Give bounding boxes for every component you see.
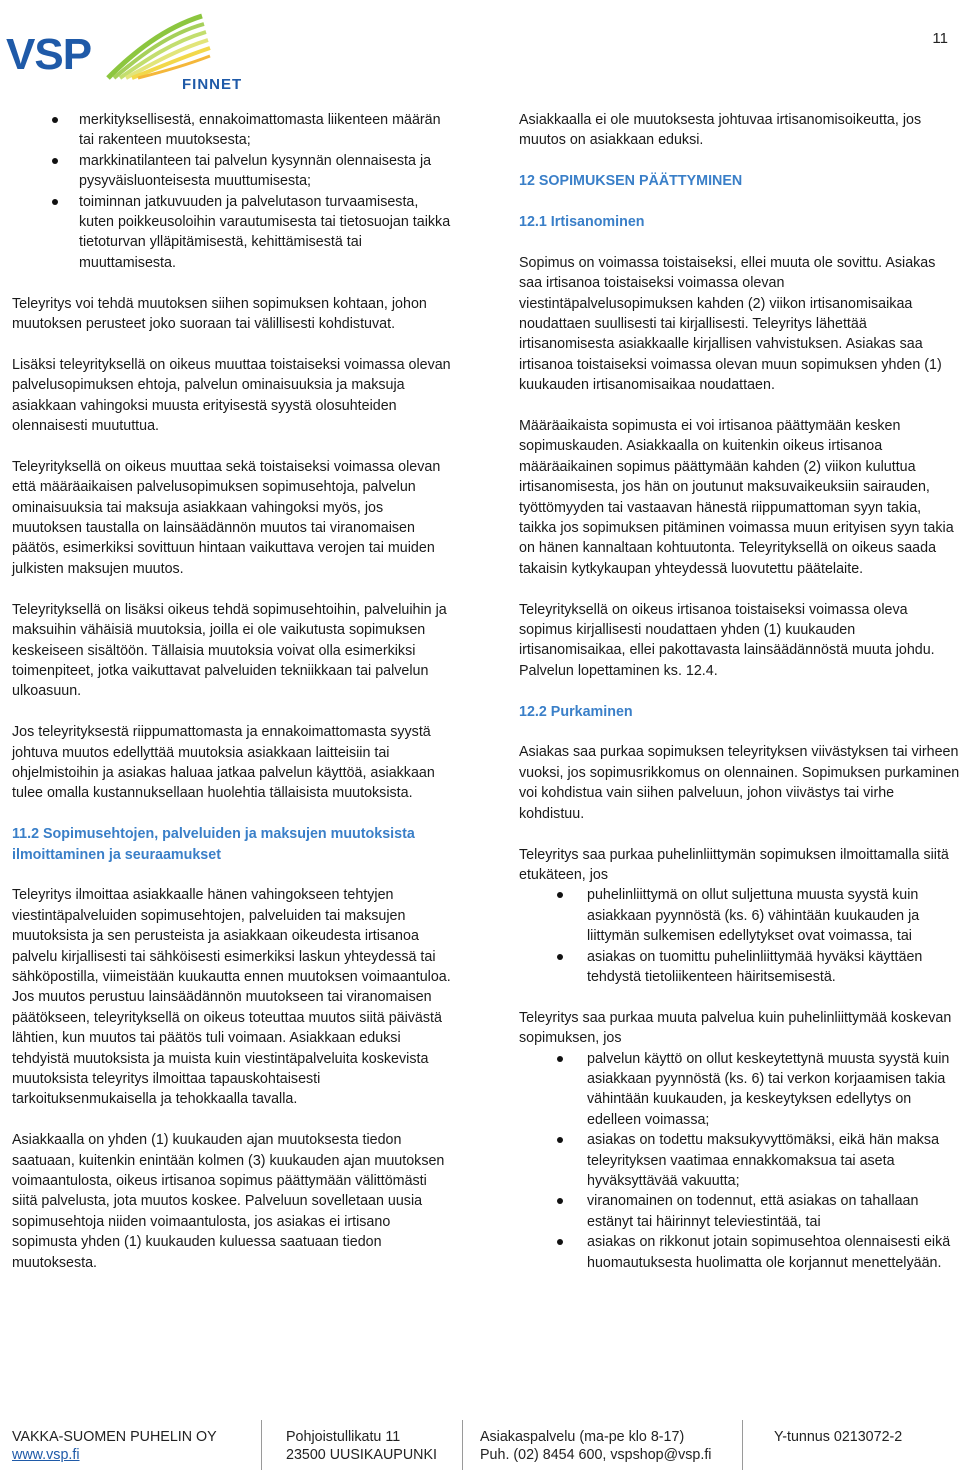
list-item: markkinatilanteen tai palvelun kysynnän olennaisesta ja pysyväisluonteisesta muuttumisesta; [12,151,454,192]
paragraph: Teleyritys saa purkaa puhelinliittymän sopimuksen ilmoittamalla siitä etukäteen, jos [519,846,949,883]
footer-address-block [286,1428,437,1464]
page-footer [0,1410,960,1470]
logo-vsp-text: VSP [6,30,92,79]
bullet-icon [557,1198,563,1204]
footer-website-link[interactable]: www.vsp.fi [12,1447,80,1463]
paragraph: Asiakas saa purkaa sopimuksen teleyrityksen viivästyksen tai virheen vuoksi, jos sopimusrikkomus on olennainen. Sopimuksen purkaminen voi kohdistua vain siihen palveluun, johon viivästys tai virhe kohdistuu. [519,744,960,822]
paragraph: Asiakkaalla ei ole muutoksesta johtuvaa irtisanomisoikeutta, jos muutos on asiakkaan eduksi. [519,112,922,149]
bullet-icon [557,892,563,898]
vsp-finnet-logo [6,12,246,92]
paragraph: Teleyritys voi tehdä muutoksen siihen sopimuksen kohtaan, johon muutoksen perusteet joko suoraan tai välillisesti kohdistuvat. [12,295,427,333]
bullet-icon [557,1239,563,1245]
list-item: toiminnan jatkuvuuden ja palvelutason turvaamisesta, kuten poikkeusoloihin varautumisesta tai tietosuojan taikka tietoturvan ylläpitämisestä, kehittämisestä tai muuttamisesta. [12,192,454,274]
footer-divider [261,1420,262,1470]
footer-street: Pohjoistullikatu 11 [286,1429,401,1445]
logo-finnet-text: FINNET [182,76,243,93]
footer-divider [742,1420,743,1470]
section-heading-12-1: 12.1 Irtisanominen [519,214,645,230]
paragraph: Lisäksi teleyrityksellä on oikeus muuttaa toistaiseksi voimassa olevan palvelusopimuksen ehtoja, palvelun ominaisuuksia ja maksuja asiakkaan vahingoksi muusta erityisestä syystä olosuhteiden olennaisesti muututtua. [12,356,451,435]
paragraph: Teleyrityksellä on oikeus irtisanoa toistaiseksi voimassa oleva sopimus kirjallisesti noudattaen yhden (1) kuukauden irtisanomisaikaa, ellei pakottavasta lainsäädännöstä muuta johdu. Palvelun lopettaminen ks. 12.4. [519,601,935,679]
footer-service-block [480,1428,712,1464]
paragraph: Jos teleyrityksestä riippumattomasta ja ennakoimattomasta syystä johtuva muutos edellyttää muutoksia asiakkaan laitteisiin tai ohjelmistoihin ja asiakas haluaa jatkaa palvelun käyttöä, asiakkaan tulee omalla kustannuksellaan huolehtia tällaisista muutoksista. [12,724,435,802]
list-item: asiakas on rikkonut jotain sopimusehtoa olennaisesti eikä huomautuksesta huolimatta ole korjannut menettelyään. [519,1232,960,1273]
list-item: palvelun käyttö on ollut keskeytettynä muusta syystä kuin asiakkaan pyynnöstä (ks. 6) tai verkon korjaamisen takia vähintään kuukauden, ja keskeytyksen edellytys on edelleen voimassa; [519,1049,960,1131]
footer-company-block [12,1428,217,1464]
phone-termination-list [519,885,960,987]
bullet-icon [52,117,58,123]
bullet-icon [557,1137,563,1143]
footer-service-hours: Asiakaspalvelu (ma-pe klo 8-17) [480,1429,685,1445]
section-heading-11-2: 11.2 Sopimusehtojen, palveluiden ja maksujen muutoksista ilmoittaminen ja seuraamukset [12,826,415,863]
change-reasons-list [12,110,454,273]
bullet-icon [52,158,58,164]
right-column [519,110,960,1293]
page-number: 11 [932,30,948,47]
bullet-icon [557,954,563,960]
list-item: viranomainen on todennut, että asiakas on tahallaan estänyt tai häirinnyt televiestintää, tai [519,1191,960,1232]
paragraph: Teleyrityksellä on oikeus muuttaa sekä toistaiseksi voimassa olevan että määräaikaisen palvelusopimuksen sopimusehtoja, palvelun ominaisuuksia tai maksuja asiakkaan vahingoksi myös, jos muutoksen taustalla on lainsäädännön muutos tai viranomaisen päätös, esimerkiksi sovittuun hintaan vaikuttava verojen tai muiden julkisten maksujen muutos. [12,458,441,577]
paragraph: Määräaikaista sopimusta ei voi irtisanoa päättymään kesken sopimuskauden. Asiakkaalla on kuitenkin oikeus irtisanoa määräaikainen sopimus päättymään kahden (2) viikon kuluttua irtisanomisesta, jos hän on joutunut maksuvaikeuksiin sairauden, työttömyyden tai vastaavan hänestä riippumattoman syyn takia, taikka jos sopimuksen pitäminen voimassa muun erityisen syyn takia on hänen kannaltaan kohtuutonta. Teleyrityksellä on oikeus saada takaisin kytkykaupan yhteydessä luovutettu päätelaite. [519,418,954,577]
footer-city: 23500 UUSIKAUPUNKI [286,1447,437,1463]
logo-swirl-icon [104,12,214,82]
bullet-icon [52,199,58,205]
list-item: puhelinliittymä on ollut suljettuna muusta syystä kuin asiakkaan pyynnöstä (ks. 6) vähintään kuukauden ja liittymän sulkemisen edellytykset ovat voimassa, tai [519,885,960,946]
paragraph: Teleyrityksellä on lisäksi oikeus tehdä sopimusehtoihin, palveluihin ja maksuihin vähäisiä muutoksia, joilla ei ole vaikutusta sopimuksen keskeiseen sisältöön. Tällaisia muutoksia voivat olla esimerkiksi toimenpiteet, jotka vaikuttavat palveluiden tekniikkaan tai palvelun ulkoasuun. [12,601,447,700]
footer-company-name: VAKKA-SUOMEN PUHELIN OY [12,1429,217,1445]
paragraph: Asiakkaalla on yhden (1) kuukauden ajan muutoksesta tiedon saatuaan, kuitenkin enintään kolmen (3) kuukauden ajan muutoksen voimaantulosta, oikeus irtisanoa sopimus päättymään välittömästi siitä palvelusta, jota muutos koskee. Palveluun sovelletaan uusia sopimusehtoja niiden voimaantulosta, jos asiakas ei irtisano sopimusta yhden (1) kuukauden kuluessa saatuaan tiedon muutoksesta. [12,1132,445,1271]
list-item: merkityksellisestä, ennakoimattomasta liikenteen määrän tai rakenteen muutoksesta; [12,110,454,151]
paragraph: Sopimus on voimassa toistaiseksi, ellei muuta ole sovittu. Asiakas saa irtisanoa toistaiseksi voimassa olevan viestintäpalvelusopimuksen kahden (2) viikon irtisanomisaikaa noudattaen suullisesti tai kirjallisesti. Teleyritys lähettää irtisanomisesta asiakkaalle kirjallisen vahvistuksen. Asiakas saa irtisanoa toistaiseksi voimassa olevan muun sopimuksen yhden (1) kuukauden irtisanomisaikaa noudattaen. [519,254,942,394]
service-termination-list [519,1049,960,1273]
paragraph: Teleyritys saa purkaa muuta palvelua kuin puhelinliittymää koskevan sopimuksen, jos [519,1009,952,1047]
paragraph: Teleyritys ilmoittaa asiakkaalle hänen vahingokseen tehtyjen viestintäpalveluiden sopimusehtojen, palveluiden tai maksujen muutoksista ja sen perusteista ja asiakkaan oikeudesta irtisanoa palvelu kirjallisesti tai sähköisesti esimerkiksi laskun yhteydessä tai sähköpostilla, viimeistään kuukautta ennen muutoksen voimaantuloa. Jos muutos perustuu lainsäädännön muutokseen tai viranomaisen päätökseen, teleyrityksellä on oikeus toteuttaa muutos siitä päivästä lähtien, kun muutos tai päätös tuli voimaan. Asiakkaan eduksi tehdyistä muutoksista ja muista kuin viestintäpalveluita koskevista muutoksista teleyritys ilmoittaa tapauskohtaisesti tarkoituksenmukaisella ja tehokkaalla tavalla. [12,887,451,1108]
footer-divider [462,1420,463,1470]
left-column [12,110,454,1293]
section-heading-12-2: 12.2 Purkaminen [519,703,633,720]
footer-contact: Puh. (02) 8454 600, vspshop@vsp.fi [480,1447,712,1463]
section-heading-12: 12 SOPIMUKSEN PÄÄTTYMINEN [519,173,743,190]
footer-business-id: Y-tunnus 0213072-2 [774,1429,903,1445]
bullet-icon [557,1056,563,1062]
list-item: asiakas on todettu maksukyvyttömäksi, eikä hän maksa teleyrityksen vaatimaa ennakkomaksua tai aseta hyväksyttävää vakuutta; [519,1130,960,1191]
list-item: asiakas on tuomittu puhelinliittymää hyväksi käyttäen tehdystä tietoliikenteen häiritsemisestä. [519,947,960,988]
